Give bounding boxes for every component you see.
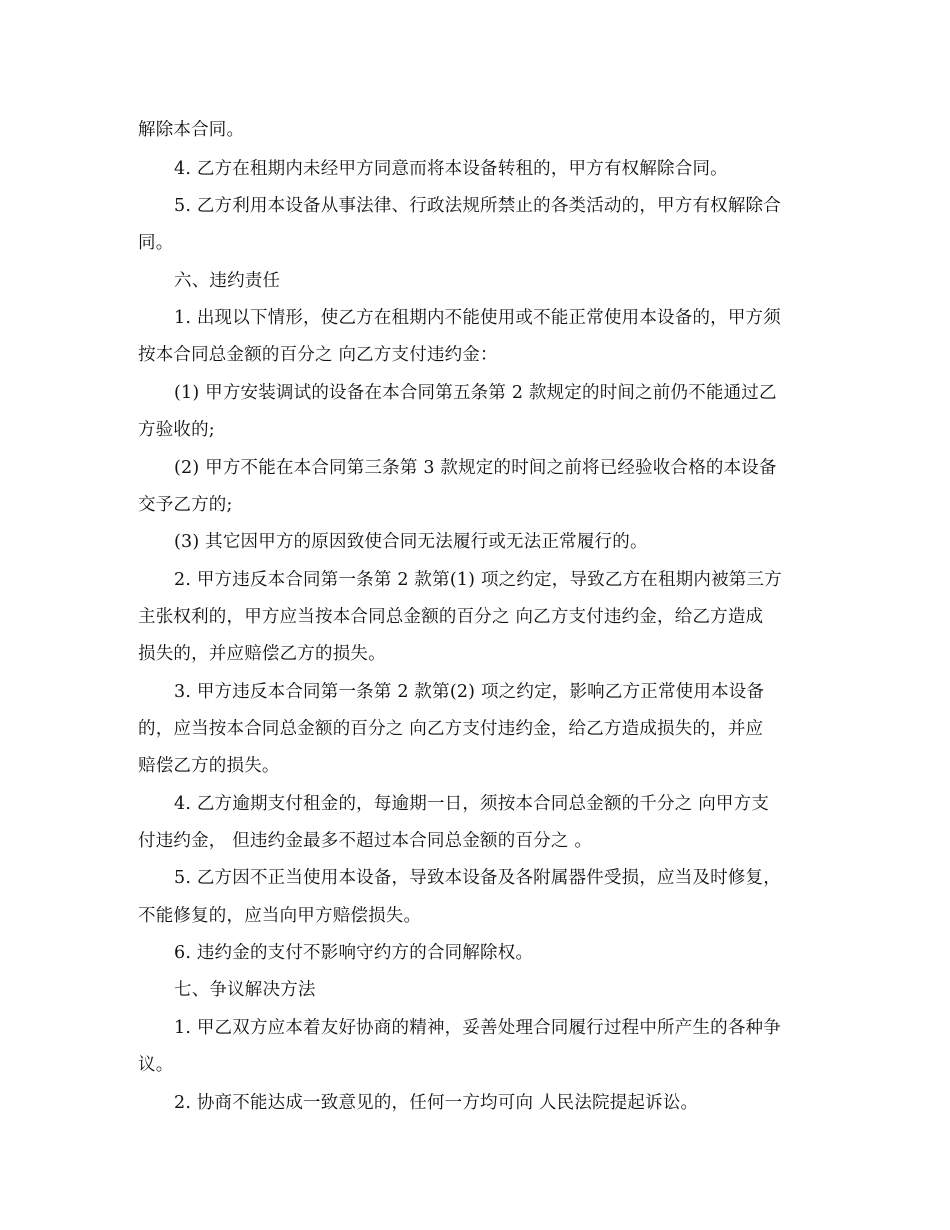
- text-line: 1. 甲乙双方应本着友好协商的精神，妥善处理合同履行过程中所产生的各种争: [174, 1018, 781, 1038]
- text-line: 2. 协商不能达成一致意见的，任何一方均可向 人民法院提起诉讼。: [174, 1093, 699, 1113]
- section-heading: 七、争议解决方法: [174, 980, 316, 1000]
- text-line: 3. 甲方违反本合同第一条第 2 款第(2) 项之约定，影响乙方正常使用本设备: [174, 682, 765, 702]
- text-line: 2. 甲方违反本合同第一条第 2 款第(1) 项之约定，导致乙方在租期内被第三方: [174, 570, 782, 590]
- text-line: 不能修复的，应当向甲方赔偿损失。: [138, 906, 422, 926]
- text-line: 4. 乙方逾期支付租金的，每逾期一日，须按本合同总金额的千分之 向甲方支: [174, 794, 770, 814]
- text-line: 4. 乙方在租期内未经甲方同意而将本设备转租的，甲方有权解除合同。: [174, 159, 728, 179]
- text-line: 赔偿乙方的损失。: [138, 756, 280, 776]
- text-line: 交予乙方的;: [138, 495, 233, 515]
- text-line: 议。: [138, 1055, 174, 1075]
- text-line: 同。: [138, 233, 174, 253]
- section-heading: 六、违约责任: [174, 271, 281, 291]
- text-line: (2) 甲方不能在本合同第三条第 3 款规定的时间之前将已经验收合格的本设备: [174, 458, 777, 478]
- text-line: 的，应当按本合同总金额的百分之 向乙方支付违约金，给乙方造成损失的，并应: [138, 719, 764, 739]
- text-line: 5. 乙方因不正当使用本设备，导致本设备及各附属器件受损，应当及时修复，: [174, 868, 781, 888]
- text-line: 方验收的;: [138, 420, 215, 440]
- text-line: 主张权利的，甲方应当按本合同总金额的百分之 向乙方支付违约金，给乙方造成: [138, 607, 764, 627]
- text-line: (1) 甲方安装调试的设备在本合同第五条第 2 款规定的时间之前仍不能通过乙: [174, 383, 777, 403]
- text-line: 5. 乙方利用本设备从事法律、行政法规所禁止的各类活动的，甲方有权解除合: [174, 196, 781, 216]
- text-line: 6. 违约金的支付不影响守约方的合同解除权。: [174, 943, 534, 963]
- text-line: 按本合同总金额的百分之 向乙方支付违约金：: [138, 345, 498, 365]
- text-line: 损失的，并应赔偿乙方的损失。: [138, 644, 386, 664]
- text-line: (3) 其它因甲方的原因致使合同无法履行或无法正常履行的。: [174, 532, 648, 552]
- text-line: 付违约金， 但违约金最多不超过本合同总金额的百分之 。: [138, 831, 593, 851]
- text-line: 解除本合同。: [138, 120, 245, 140]
- text-line: 1. 出现以下情形，使乙方在租期内不能使用或不能正常使用本设备的，甲方须: [174, 308, 781, 328]
